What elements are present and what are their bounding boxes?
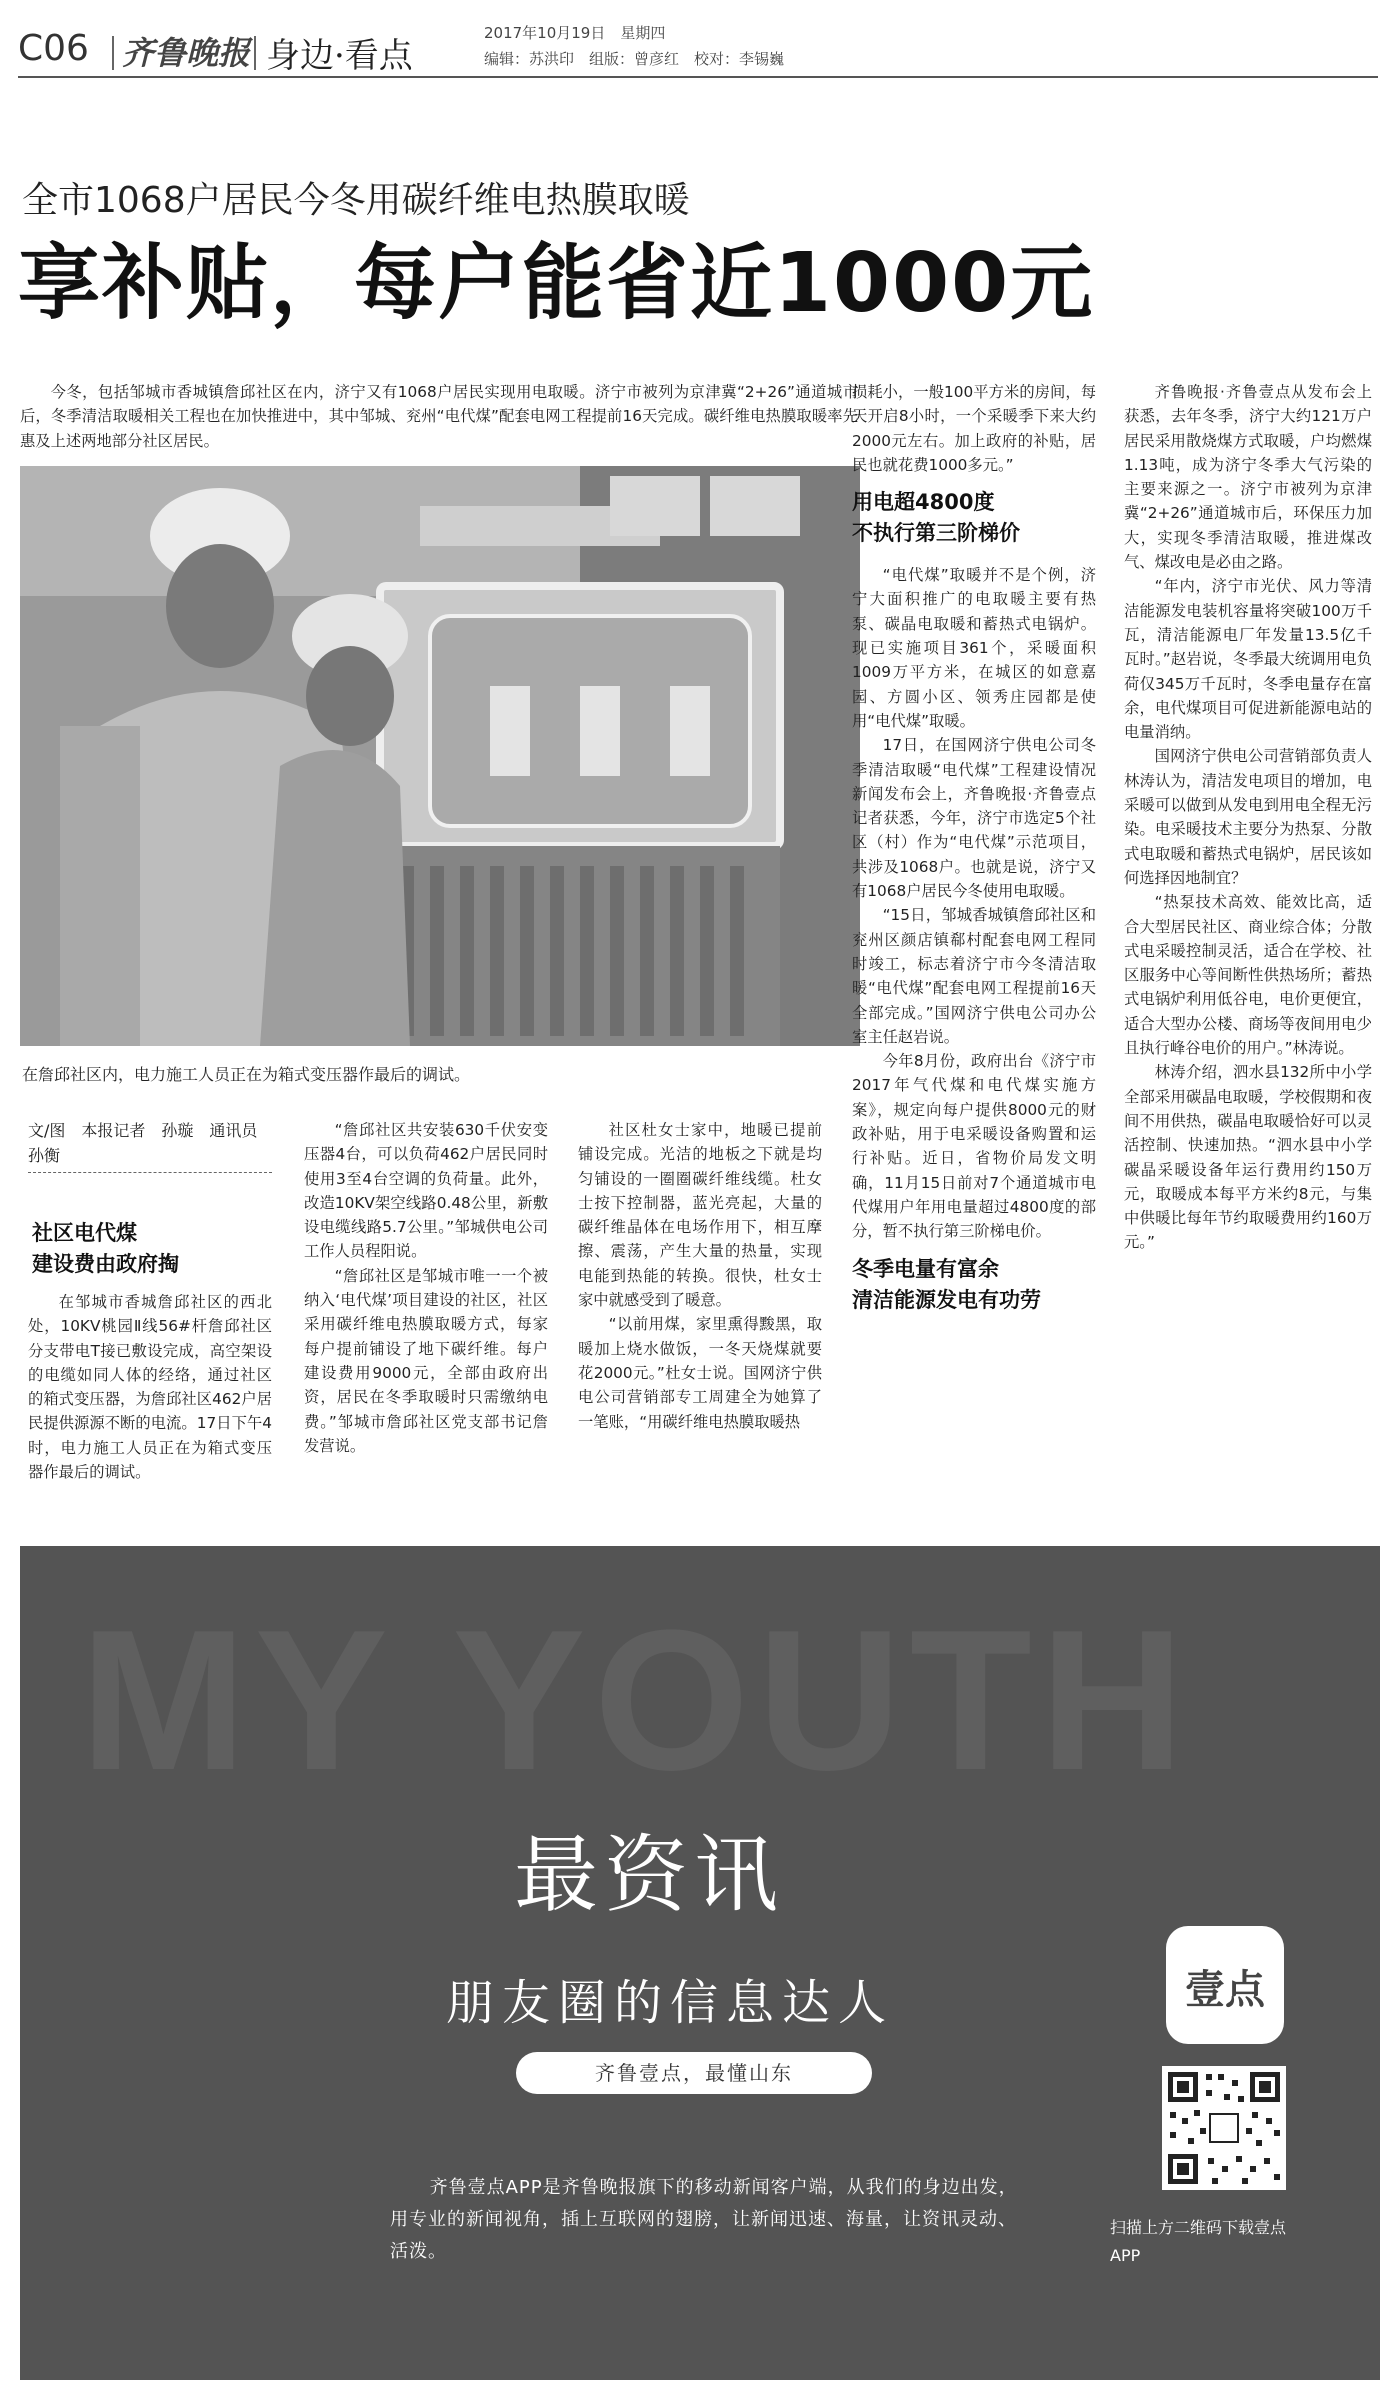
header-rule	[18, 76, 1378, 78]
paragraph: 在邹城市香城詹邱社区的西北处，10KV桃园Ⅱ线56#杆詹邱社区分支带电T接已敷设完成，高空架设的电缆如同人体的经络，通过社区的箱式变压器，为詹邱社区462户居民提供源源不断的电流。17日下午4时，电力施工人员正在为箱式变压器作最后的调试。	[28, 1293, 272, 1482]
header-divider	[254, 36, 256, 70]
ad-description	[390, 2172, 1020, 2268]
page-number: C06	[18, 28, 89, 69]
paragraph: “詹邱社区共安装630千伏安变压器4台，可以负荷462户居民同时使用3至4台空调的负荷量。此外，改造10KV架空线路0.48公里，新敷设电缆线路5.7公里。”邹城供电公司工作人员程阳说。	[304, 1121, 548, 1261]
app-advertisement	[20, 1546, 1380, 2380]
paragraph: “电代煤”取暖并不是个例，济宁大面积推广的电取暖主要有热泵、碳晶电取暖和蓄热式电锅炉。现已实施项目361个，采暖面积1009万平方米，在城区的如意嘉园、方圆小区、领秀庄园都是使用“电代煤”取暖。	[852, 566, 1096, 730]
header-divider	[112, 36, 114, 70]
news-photo	[20, 466, 860, 1046]
intro-paragraph	[20, 380, 858, 453]
story-column-1	[28, 1290, 272, 1484]
ad-slogan: 齐鲁壹点，最懂山东	[516, 2052, 872, 2094]
section-heading-tariff: 用电超4800度 不执行第三阶梯价	[852, 490, 1020, 546]
paragraph: “热泵技术高效、能效比高，适合大型居民社区、商业综合体；分散式电采暖控制灵活，适合在学校、社区服务中心等间断性供热场所；蓄热式电锅炉利用低谷电，电价更便宜，适合大型办公楼、商场等夜间用电少且执行峰谷电价的用户。”林涛说。	[1124, 893, 1372, 1058]
byline: 文/图 本报记者 孙璇 通讯员 孙衡	[28, 1121, 274, 1165]
section-title: 身边·看点	[266, 36, 413, 76]
intro-text: 今冬，包括邹城市香城镇詹邱社区在内，济宁又有1068户居民实现用电取暖。济宁市被列为京津冀“2+26”通道城市后，冬季清洁取暖相关工程也在加快推进中，其中邹城、兖州“电代煤”配套电网工程提前16天完成。碳纤维电热膜取暖率先惠及上述两地部分社区居民。	[20, 383, 858, 450]
app-logo-text: 壹点	[1185, 1967, 1265, 2013]
qr-scan-instruction: 扫描上方二维码下载壹点APP	[1110, 2218, 1287, 2265]
paragraph: “以前用煤，家里熏得黢黑，取暖加上烧水做饭，一冬天烧煤就要花2000元。”杜女士说。国网济宁供电公司营销部专工周建全为她算了一笔账，“用碳纤维电热膜取暖热	[578, 1315, 822, 1431]
ad-background-text: MY YOUTH	[80, 1589, 1193, 1812]
page-header	[18, 22, 1378, 82]
paragraph: “詹邱社区是邹城市唯一一个被纳入‘电代煤’项目建设的社区，社区采用碳纤维电热膜取暖方式，每家每户提前铺设了地下碳纤维。每户建设费用9000元，全部由政府出资，居民在冬季取暖时只需缴纳电费。”邹城市詹邱社区党支部书记詹发营说。	[304, 1266, 548, 1455]
story-column-3	[578, 1118, 822, 1434]
paragraph: 林涛介绍，泗水县132所中小学全部采用碳晶电取暖，学校假期和夜间不用供热，碳晶电取暖恰好可以灵活控制、快速加热。“泗水县中小学碳晶采暖设备年运行费用约150万元，取暖成本每平方米约8元，与集中供暖比每年节约取暖费用约160万元。”	[1124, 1063, 1372, 1252]
paragraph: “年内，济宁市光伏、风力等清洁能源发电装机容量将突破100万千瓦，清洁能源电厂年发量13.5亿千瓦时。”赵岩说，冬季最大统调用电负荷仅345万千瓦时，冬季电量存在富余，电代煤项目可促进新能源电站的电量消纳。	[1124, 577, 1372, 742]
story-column-5	[1124, 380, 1372, 1255]
paragraph: 17日，在国网济宁供电公司冬季清洁取暖“电代煤”工程建设情况新闻发布会上，齐鲁晚报·齐鲁壹点记者获悉，今年，济宁市选定5个社区（村）作为“电代煤”示范项目，共涉及1068户。也就是说，济宁又有1068户居民今冬使用电取暖。	[852, 736, 1096, 901]
qr-code-icon[interactable]	[1162, 2066, 1286, 2190]
paragraph: 损耗小，一般100平方米的房间，每天开启8小时，一个采暖季下来大约2000元左右。加上政府的补贴，居民也就花费1000多元。”	[852, 383, 1096, 474]
ad-description-text: 齐鲁壹点APP是齐鲁晚报旗下的移动新闻客户端，从我们的身边出发，用专业的新闻视角，插上互联网的翅膀，让新闻迅速、海量，让资讯灵动、活泼。	[390, 2177, 1018, 2262]
byline-divider	[28, 1172, 272, 1173]
section-heading-community: 社区电代煤 建设费由政府掏	[32, 1221, 179, 1276]
app-logo-icon	[1166, 1926, 1284, 2044]
ad-subtitle: 朋友圈的信息达人	[446, 1975, 895, 2031]
section-heading-clean-energy: 冬季电量有富余 清洁能源发电有功劳	[852, 1256, 1041, 1312]
paragraph: 齐鲁晚报·齐鲁壹点从发布会上获悉，去年冬季，济宁大约121万户居民采用散烧煤方式取暖，户均燃煤1.13吨，成为济宁冬季大气污染的主要来源之一。济宁市被列为京津冀“2+26”通道城市后，环保压力加大，实现冬季清洁取暖，推进煤改气、煤改电是必由之路。	[1124, 383, 1372, 572]
publication-logo: 齐鲁晚报	[122, 34, 251, 72]
qr-code-graphic	[1162, 2066, 1286, 2190]
paragraph: 今年8月份，政府出台《济宁市2017年气代煤和电代煤实施方案》，规定向每户提供8000元的财政补贴，用于电采暖设备购置和运行补贴。近日，省物价局发文明确，11月15日前对7个通道城市电代煤用户年用电量超过4800度的部分，暂不执行第三阶梯电价。	[852, 1052, 1096, 1241]
photo-illustration	[20, 466, 860, 1046]
photo-caption: 在詹邱社区内，电力施工人员正在为箱式变压器作最后的调试。	[22, 1065, 471, 1084]
main-headline: 享补贴，每户能省近1000元	[18, 236, 1095, 331]
story-column-2	[304, 1118, 548, 1458]
paragraph: 国网济宁供电公司营销部负责人林涛认为，清洁发电项目的增加，电采暖可以做到从发电到用电全程无污染。电采暖技术主要分为热泵、分散式电取暖和蓄热式电锅炉，居民该如何选择因地制宜？	[1124, 747, 1372, 887]
ad-title: 最资讯	[514, 1826, 785, 1924]
subheadline: 全市1068户居民今冬用碳纤维电热膜取暖	[22, 180, 690, 221]
paragraph: 社区杜女士家中，地暖已提前铺设完成。光洁的地板之下就是均匀铺设的一圈圈碳纤维线缆。杜女士按下控制器，蓝光亮起，大量的碳纤维晶体在电场作用下，相互摩擦、震荡，产生大量的热量，实现电能到热能的转换。很快，杜女士家中就感受到了暖意。	[578, 1121, 822, 1310]
story-column-4	[852, 380, 1096, 1316]
editors-line: 编辑：苏洪印 组版：曾彦红 校对：李锡巍	[484, 50, 785, 68]
paragraph: “15日，邹城香城镇詹邱社区和兖州区颜店镇郗村配套电网工程同时竣工，标志着济宁市今冬清洁取暖“电代煤”配套电网工程提前16天全部完成。”国网济宁供电公司办公室主任赵岩说。	[852, 906, 1096, 1046]
date-line: 2017年10月19日 星期四	[484, 24, 666, 42]
